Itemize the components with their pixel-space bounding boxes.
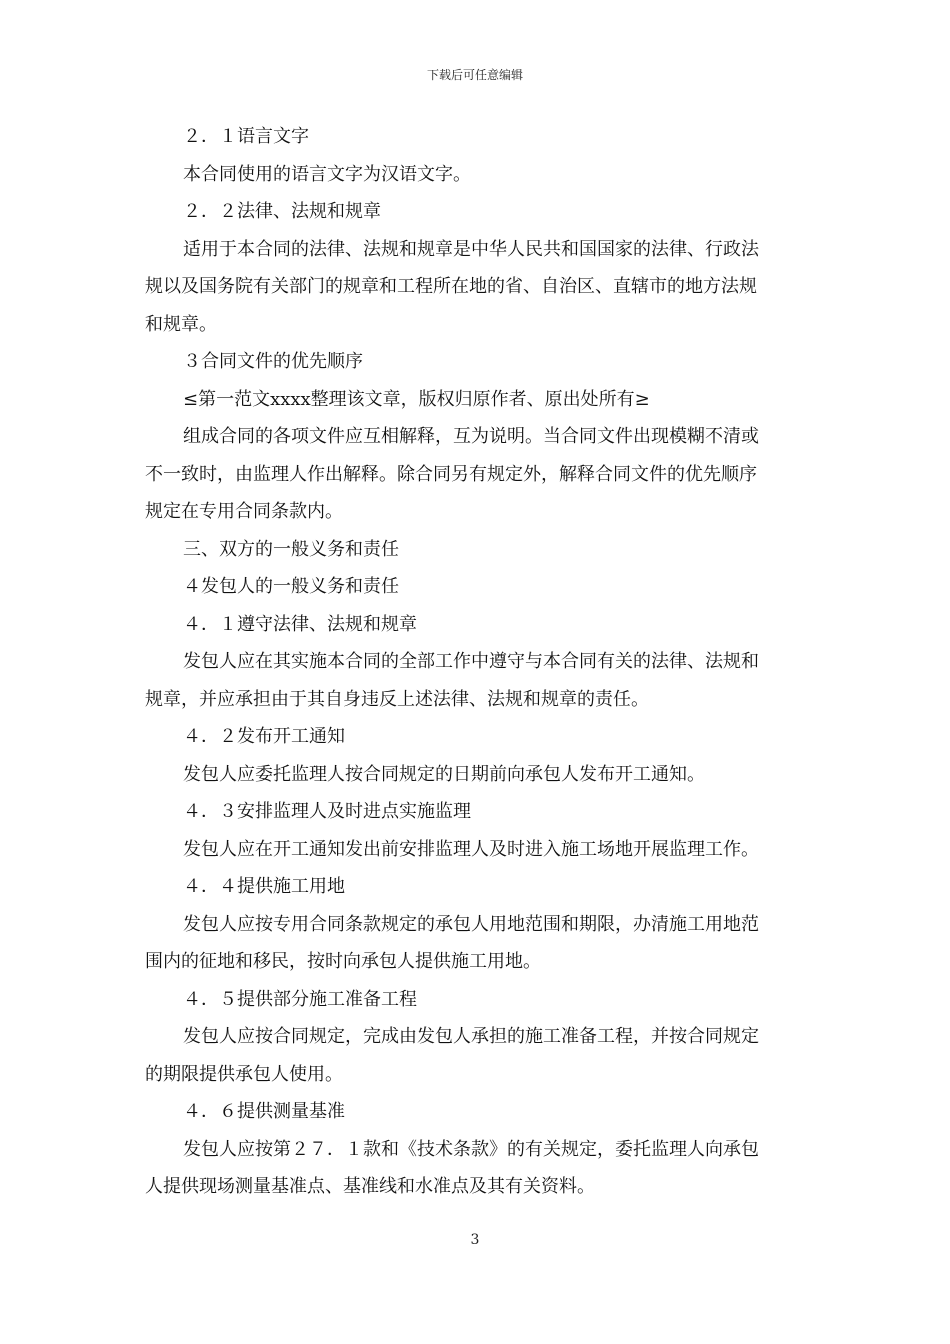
paragraph-line: 不一致时，由监理人作出解释。除合同另有规定外，解释合同文件的优先顺序	[145, 463, 757, 485]
section-heading-4-1: ４．１遵守法律、法规和规章	[183, 613, 417, 635]
section-heading-4-3: ４．３安排监理人及时进点实施监理	[183, 801, 471, 822]
paragraph-line: 发包人应在开工通知发出前安排监理人及时进入施工场地开展监理工作。	[183, 838, 759, 860]
page-number: 3	[470, 1232, 480, 1248]
paragraph-line: 本合同使用的语言文字为汉语文字。	[183, 163, 471, 185]
section-heading-4-6: ４．６提供测量基准	[183, 1101, 345, 1122]
section-heading-3: ３合同文件的优先顺序	[183, 351, 363, 372]
copyright-notice: ≤第一范文xxxx整理该文章，版权归原作者、原出处所有≥	[183, 388, 650, 410]
paragraph-line: 人提供现场测量基准点、基准线和水准点及其有关资料。	[145, 1176, 595, 1197]
paragraph-line: 发包人应按第２７．１款和《技术条款》的有关规定，委托监理人向承包	[183, 1138, 759, 1160]
page-header: 下载后可任意编辑	[426, 68, 523, 82]
section-heading-4: ４发包人的一般义务和责任	[183, 576, 399, 597]
paragraph-line: 发包人应委托监理人按合同规定的日期前向承包人发布开工通知。	[183, 763, 705, 785]
section-heading-2-2: ２．２法律、法规和规章	[183, 201, 381, 222]
section-heading-4-2: ４．２发布开工通知	[183, 726, 345, 747]
paragraph-line: 发包人应按专用合同条款规定的承包人用地范围和期限，办清施工用地范	[183, 913, 759, 935]
paragraph-line: 规以及国务院有关部门的规章和工程所在地的省、自治区、直辖市的地方法规	[145, 276, 757, 297]
paragraph-line: 规定在专用合同条款内。	[145, 501, 343, 522]
paragraph-line: 的期限提供承包人使用。	[145, 1063, 343, 1085]
section-heading-2-1: ２．１语言文字	[183, 126, 309, 147]
paragraph-line: 规章，并应承担由于其自身违反上述法律、法规和规章的责任。	[145, 688, 649, 710]
paragraph-line: 围内的征地和移民，按时向承包人提供施工用地。	[145, 951, 541, 972]
paragraph-line: 发包人应在其实施本合同的全部工作中遵守与本合同有关的法律、法规和	[183, 651, 759, 672]
paragraph-line: 发包人应按合同规定，完成由发包人承担的施工准备工程，并按合同规定	[183, 1026, 759, 1047]
paragraph-line: 和规章。	[145, 313, 217, 335]
chapter-heading: 三、双方的一般义务和责任	[183, 538, 399, 560]
document-body	[145, 118, 810, 1206]
paragraph-line: 适用于本合同的法律、法规和规章是中华人民共和国国家的法律、行政法	[183, 238, 759, 260]
paragraph-line: 组成合同的各项文件应互相解释，互为说明。当合同文件出现模糊不清或	[183, 426, 759, 447]
section-heading-4-4: ４．４提供施工用地	[183, 876, 345, 897]
section-heading-4-5: ４．５提供部分施工准备工程	[183, 988, 417, 1010]
